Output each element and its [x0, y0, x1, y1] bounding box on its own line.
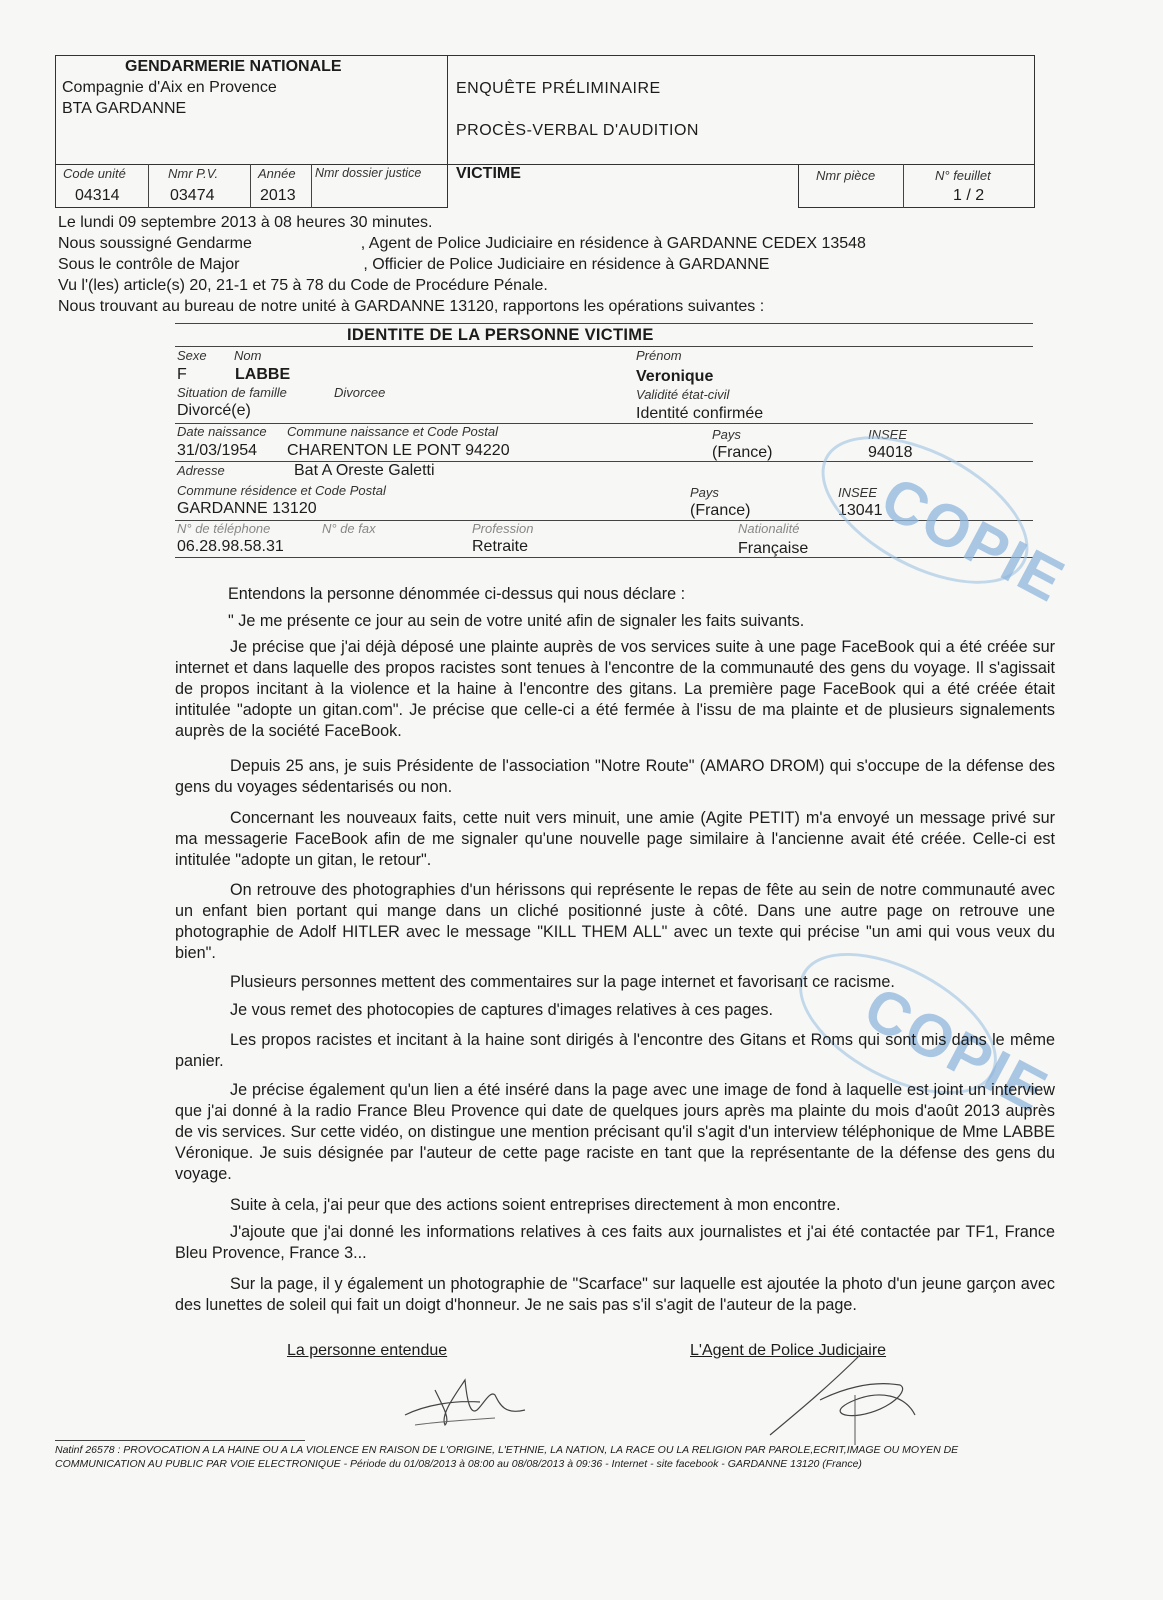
situation-label: Situation de famille	[177, 385, 287, 400]
statement-paragraph	[175, 1080, 1055, 1185]
identity-top-rule	[175, 323, 1033, 324]
code-divider	[148, 164, 149, 208]
doc-type: PROCÈS-VERBAL D'AUDITION	[456, 122, 699, 139]
feuillet-label: N° feuillet	[935, 168, 991, 183]
intro-line-gendarme	[58, 235, 866, 253]
code-unite-value: 04314	[75, 187, 120, 204]
pays-naissance-value: (France)	[712, 444, 773, 461]
insee-residence-label: INSEE	[838, 485, 878, 500]
code-divider	[311, 164, 312, 208]
insee-naissance-value: 94018	[868, 444, 913, 461]
statement-paragraph	[175, 880, 1055, 964]
intro-controle-prefix: Sous le contrôle de Major	[58, 256, 240, 273]
date-naissance-label: Date naissance	[177, 424, 267, 439]
commune-naissance-label: Commune naissance et Code Postal	[287, 424, 499, 439]
insee-naissance-label: INSEE	[868, 427, 908, 442]
paragraph-text: On retrouve des photographies d'un hérissons qui représente le repas de fête au sein de notre communauté avec un enfant bien portant qui mange dans un cliché positionné juste à côté. Dans une autre page on retrouve une photographie de Adolf HITLER avec le message "KILL THEM ALL" avec un texte qui précise "un ami qui vous veux du bien".	[175, 881, 1055, 962]
statement-intro	[228, 584, 1058, 605]
statement-paragraph	[175, 808, 1055, 871]
commune-residence-label: Commune résidence et Code Postal	[177, 483, 386, 498]
fax-label: N° de fax	[322, 521, 376, 536]
prenom-label: Prénom	[636, 348, 682, 363]
pays-residence-label: Pays	[690, 485, 719, 500]
identity-title: IDENTITE DE LA PERSONNE VICTIME	[347, 326, 654, 344]
piece-label: Nmr pièce	[816, 168, 876, 183]
paragraph-text: Je précise également qu'un lien a été inséré dans la page avec une image de fond à laquelle est joint un interview que j'ai donné à la radio France Bleu Provence qui date de quelques jours après ma plainte du mois d'août 2013 auprès de vis services. Sur cette vidéo, on distingue une mention précisant qu'il s'agit d'un interview téléphonique de Mme LABBE Véronique. Je suis désignée par l'auteur de cette page raciste en tant que la représentante de la défense des gens du voyage.	[175, 1081, 1055, 1183]
inquiry-type: ENQUÊTE PRÉLIMINAIRE	[456, 80, 661, 97]
header-type-box	[448, 55, 1035, 165]
annee-value: 2013	[260, 187, 296, 204]
paragraph-text: Je précise que j'ai déjà déposé une plainte auprès de vos services suite à une page FaceBook qui a été créée sur internet et dans laquelle des propos racistes sont tenues à l'encontre de la communauté des gens du voyage. Il s'agissait de propos incitant à la violence et la haine à l'encontre des gitans. La première page FaceBook qui a été créée était intitulée "adopte un gitan.com". Je précise que celle-ci a été fermée à l'issu de ma plainte et de plusieurs signalements auprès de la société FaceBook.	[175, 638, 1055, 740]
sexe-label: Sexe	[177, 348, 207, 363]
dossier-label: Nmr dossier justice	[315, 166, 422, 180]
signature-left-mark	[395, 1360, 555, 1435]
paragraph-text: Depuis 25 ans, je suis Présidente de l'association "Notre Route" (AMARO DROM) qui s'occupe de la défense des gens du voyages sédentarisés ou non.	[175, 757, 1055, 796]
nmr-pv-value: 03474	[170, 187, 215, 204]
prenom-value: Veronique	[636, 368, 714, 385]
code-divider	[250, 164, 251, 208]
unit-name: BTA GARDANNE	[62, 100, 187, 117]
nom-label: Nom	[234, 348, 262, 363]
paragraph-text: Les propos racistes et incitant à la haine sont dirigés à l'encontre des Gitans et Roms qui sont mis dans le même panier.	[175, 1031, 1055, 1070]
divorcee-label: Divorcee	[334, 385, 386, 400]
intro-line-date: Le lundi 09 septembre 2013 à 08 heures 30 minutes.	[58, 214, 433, 231]
statement-paragraph	[175, 1000, 1055, 1021]
statement-paragraph	[175, 637, 1055, 742]
intro-gendarme-suffix: , Agent de Police Judiciaire en résidence à GARDANNE CEDEX 13548	[360, 235, 866, 252]
footer-line2: COMMUNICATION AU PUBLIC PAR VOIE ELECTRONIQUE - Période du 01/08/2013 à 08:00 au 08/08/2013 à 09:36 - Internet - site facebook - GARDANNE 13120 (France)	[55, 1458, 862, 1470]
identity-title-rule	[175, 346, 1033, 347]
nationalite-value: Française	[738, 540, 809, 557]
statement-paragraph	[175, 1030, 1055, 1072]
commune-residence-value: GARDANNE 13120	[177, 500, 317, 517]
intro-line-articles: Vu l'(les) article(s) 20, 21-1 et 75 à 78 du Code de Procédure Pénale.	[58, 277, 548, 294]
telephone-value: 06.28.98.58.31	[177, 538, 284, 555]
statement-open-text: " Je me présente ce jour au sein de votre unité afin de signaler les faits suivants.	[228, 612, 805, 630]
pays-naissance-label: Pays	[712, 427, 741, 442]
code-unite-label: Code unité	[63, 166, 126, 181]
nom-value: LABBE	[235, 366, 291, 383]
profession-label: Profession	[472, 521, 534, 536]
date-naissance-value: 31/03/1954	[177, 442, 258, 459]
statement-paragraph	[175, 1195, 1055, 1216]
feuillet-value: 1 / 2	[953, 187, 985, 204]
commune-naissance-value: CHARENTON LE PONT 94220	[287, 442, 510, 459]
statement-intro-text: Entendons la personne dénommée ci-dessus qui nous déclare :	[228, 585, 686, 603]
nmr-pv-label: Nmr P.V.	[168, 166, 219, 181]
annee-label: Année	[258, 166, 296, 181]
paragraph-text: Plusieurs personnes mettent des commentaires sur la page internet et favorisant ce racisme.	[230, 973, 895, 991]
copie-stamp: COPIE	[853, 973, 1059, 1126]
paragraph-text: Concernant les nouveaux faits, cette nuit vers minuit, une amie (Agite PETIT) m'a envoyé un message privé sur ma messagerie FaceBook afin de me signaler qu'une nouvelle page similaire à l'ancienne avait été créée. Celle-ci est intitulée "adopte un gitan, le retour".	[175, 809, 1055, 869]
role-label: VICTIME	[456, 165, 521, 182]
footer-natinf: Natinf 26578 : PROVOCATION A LA HAINE OU A LA VIOLENCE EN RAISON DE L'ORIGINE, L'ETHNIE, LA NATION, LA RACE OU LA RELIGION PAR PAROLE,ECRIT,IMAGE OU MOYEN DE	[55, 1444, 959, 1456]
footer-rule	[55, 1440, 305, 1441]
pays-residence-value: (France)	[690, 502, 751, 519]
paragraph-text: Je vous remet des photocopies de captures d'images relatives à ces pages.	[230, 1001, 773, 1019]
intro-line-bureau: Nous trouvant au bureau de notre unité à GARDANNE 13120, rapportons les opérations suivantes :	[58, 298, 765, 315]
piece-divider	[903, 164, 904, 208]
signature-right-mark	[760, 1340, 930, 1450]
copie-stamp: COPIE	[870, 463, 1076, 616]
profession-value: Retraite	[472, 538, 529, 555]
statement-open	[228, 611, 1058, 632]
paragraph-text: J'ajoute que j'ai donné les informations relatives à ces faits aux journalistes et j'ai été contactée par TF1, France Bleu Provence, France 3...	[175, 1223, 1055, 1262]
intro-line-controle	[58, 256, 769, 274]
paragraph-text: Sur la page, il y également un photographie de "Scarface" sur laquelle est ajoutée la photo d'un jeune garçon avec des lunettes de soleil qui fait un doigt d'honneur. Je ne sais pas s'il s'agit de l'auteur de la page.	[175, 1275, 1055, 1314]
signature-right-label: L'Agent de Police Judiciaire	[690, 1342, 887, 1359]
paragraph-text: Suite à cela, j'ai peur que des actions soient entreprises directement à mon encontre.	[230, 1196, 841, 1214]
statement-paragraph	[175, 756, 1055, 798]
adresse-label: Adresse	[177, 463, 225, 478]
statement-paragraph	[175, 972, 1055, 993]
situation-value: Divorcé(e)	[177, 402, 251, 419]
validite-label: Validité état-civil	[636, 387, 730, 402]
telephone-label: N° de téléphone	[177, 521, 271, 536]
company-name: Compagnie d'Aix en Provence	[62, 79, 277, 96]
org-name: GENDARMERIE NATIONALE	[125, 58, 342, 75]
signature-left-label: La personne entendue	[287, 1342, 448, 1359]
sexe-value: F	[177, 366, 187, 383]
statement-paragraph	[175, 1274, 1055, 1316]
validite-value: Identité confirmée	[636, 405, 764, 422]
intro-controle-suffix: , Officier de Police Judiciaire en résidence à GARDANNE	[363, 256, 770, 273]
intro-gendarme-prefix: Nous soussigné Gendarme	[58, 235, 252, 252]
insee-residence-value: 13041	[838, 502, 883, 519]
nationalite-label: Nationalité	[738, 521, 800, 536]
statement-paragraph	[175, 1222, 1055, 1264]
adresse-value: Bat A Oreste Galetti	[294, 462, 435, 479]
